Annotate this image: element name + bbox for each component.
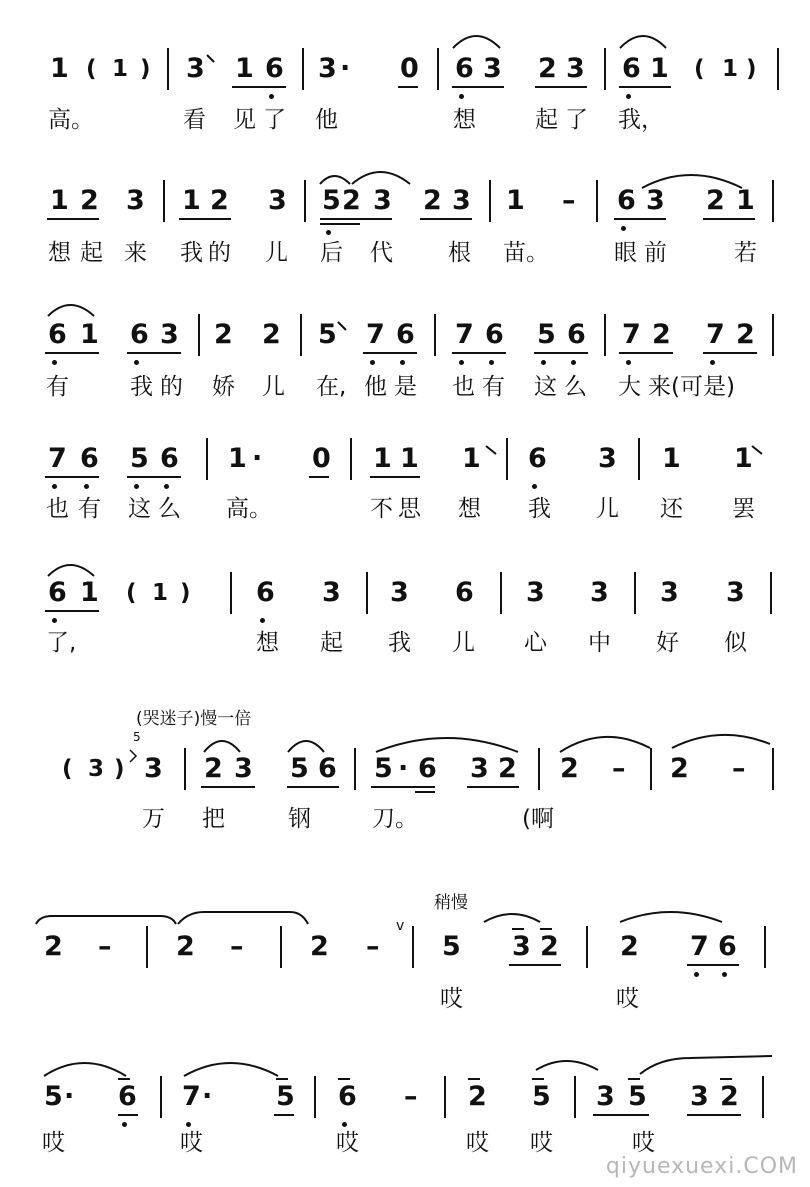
note: 1: [80, 319, 99, 350]
note: 6: [160, 443, 179, 474]
lyric: 眼: [614, 240, 637, 266]
underline: [687, 1114, 741, 1116]
note: 5: [130, 443, 149, 474]
lyric: 想: [453, 107, 476, 133]
paren-open: (: [62, 756, 73, 782]
lyric: 儿: [596, 496, 619, 522]
underline: [452, 352, 506, 354]
note: 7: [690, 931, 709, 962]
lyric: 前: [644, 240, 667, 266]
note: 3: [690, 1081, 709, 1112]
note: 3: [373, 185, 392, 216]
paren-open: (: [86, 56, 97, 82]
note: 2: [176, 931, 195, 962]
lyric: 有: [78, 496, 101, 522]
lyric: 还: [660, 496, 683, 522]
note: 6: [567, 319, 586, 350]
lyric: 哎: [336, 1130, 359, 1156]
note: 2: [342, 185, 361, 216]
note: 3: [596, 1081, 615, 1112]
dot: ·: [202, 1081, 213, 1112]
slur-marks: [0, 0, 810, 60]
lyric: 我: [180, 240, 203, 266]
low-dot: [370, 360, 375, 365]
note: 6: [265, 53, 284, 84]
lyric: 么: [564, 374, 587, 400]
lyric: 儿: [265, 240, 288, 266]
lyric: 想: [48, 240, 71, 266]
note: 2: [670, 753, 689, 784]
lyric: 哎: [616, 986, 639, 1012]
note: 3: [526, 577, 545, 608]
note: 3: [726, 577, 745, 608]
lyric: 哎: [632, 1130, 655, 1156]
dot: ·: [398, 753, 409, 784]
lyric: 来(可是): [648, 374, 735, 400]
note: 6: [622, 53, 641, 84]
lyric: 好: [656, 630, 679, 656]
lyric: 来: [124, 240, 147, 266]
note: 6: [80, 443, 99, 474]
lyric: 刀。: [372, 806, 418, 832]
lyric: 在,: [316, 374, 347, 400]
note: 2: [204, 753, 223, 784]
note: 1: [50, 185, 69, 216]
note: 2: [498, 753, 517, 784]
underline: [201, 786, 255, 788]
note: 3: [660, 577, 679, 608]
note: 7: [182, 1081, 201, 1112]
note: 1: [80, 577, 99, 608]
underline: [370, 476, 420, 478]
note: 2: [44, 931, 63, 962]
note: 5: [276, 1081, 295, 1112]
note: 7: [706, 319, 725, 350]
lyric: 起: [535, 107, 558, 133]
dash: –: [366, 931, 380, 962]
note: 7: [48, 443, 67, 474]
note: 6: [617, 185, 636, 216]
note: 2: [620, 931, 639, 962]
underline: [320, 223, 360, 225]
note: 3: [598, 443, 617, 474]
note: 5: [537, 319, 556, 350]
underline: [363, 352, 417, 354]
underline: [415, 791, 435, 793]
lyric: 把: [202, 806, 225, 832]
underline: [45, 610, 99, 612]
note: 2: [706, 185, 725, 216]
lyric: 我: [388, 630, 411, 656]
underline: [232, 86, 286, 88]
notation-line-1: [0, 54, 810, 94]
note: 6: [418, 753, 437, 784]
lyric: 他: [364, 374, 387, 400]
paren-close: ): [746, 56, 757, 82]
underline: [309, 476, 329, 478]
note: 5: [318, 319, 337, 350]
low-dot: [260, 618, 265, 623]
underline: [593, 1114, 649, 1116]
paren-open: (: [694, 56, 705, 82]
tempo-annotation: 稍慢: [434, 893, 468, 913]
note: 6: [118, 1081, 137, 1112]
low-dot: [84, 484, 89, 489]
note: 6: [48, 319, 67, 350]
underline: [687, 964, 739, 966]
underline: [703, 352, 757, 354]
note: 1: [734, 443, 753, 474]
low-dot: [269, 94, 274, 99]
note: 1: [228, 443, 247, 474]
underline: [509, 964, 561, 966]
slur-marks: [0, 290, 810, 330]
low-dot: [52, 484, 57, 489]
underline: [452, 86, 504, 88]
slur-marks: [0, 900, 810, 940]
note: 3: [512, 931, 531, 962]
note: 5: [628, 1081, 647, 1112]
underline: [274, 1114, 294, 1116]
grace-note: 5: [133, 730, 141, 744]
low-dot: [134, 360, 139, 365]
lyric: 见: [233, 107, 256, 133]
lyric: 高。: [226, 496, 272, 522]
lyric: 思: [398, 496, 421, 522]
note: 3: [390, 577, 409, 608]
underline: [118, 1114, 138, 1116]
note: 2: [468, 1081, 487, 1112]
lyric: 么: [158, 496, 181, 522]
note: 2: [80, 185, 99, 216]
lyric: 罢: [732, 496, 755, 522]
underline: [47, 218, 99, 220]
dash: –: [562, 185, 576, 216]
lyric-line-5: [0, 628, 810, 668]
lyric: 我，: [618, 107, 664, 133]
low-dot: [541, 360, 546, 365]
slur-marks: [0, 430, 810, 470]
lyric: 似: [724, 630, 747, 656]
lyric: 儿: [262, 374, 285, 400]
dot: ·: [252, 443, 263, 474]
low-dot: [134, 484, 139, 489]
note: 6: [396, 319, 415, 350]
low-dot: [164, 484, 169, 489]
note: 6: [485, 319, 504, 350]
note: 1: [400, 443, 419, 474]
note: 3: [268, 185, 287, 216]
lyric: 万: [142, 806, 165, 832]
low-dot: [571, 360, 576, 365]
dash: –: [230, 931, 244, 962]
underline: [127, 476, 181, 478]
note: 6: [338, 1081, 357, 1112]
note: 6: [318, 753, 337, 784]
lyric: 看: [183, 107, 206, 133]
lyric: 哎: [180, 1130, 203, 1156]
note: 3: [646, 185, 665, 216]
dash: –: [404, 1081, 418, 1112]
breath-mark: v: [396, 918, 405, 934]
lyric: 了,: [46, 630, 77, 656]
low-dot: [326, 230, 331, 235]
low-dot: [186, 1122, 191, 1127]
lyric: 他: [315, 107, 338, 133]
lyric-line-4: [0, 494, 810, 534]
underline: [45, 476, 99, 478]
note: 3: [88, 756, 105, 782]
low-dot: [400, 360, 405, 365]
lyric: 后: [320, 240, 343, 266]
underline: [535, 86, 587, 88]
note: 3: [144, 753, 163, 784]
lyric: 高。: [48, 107, 94, 133]
slur-marks: [0, 150, 810, 200]
lyric: 了: [263, 107, 286, 133]
note: 3: [318, 53, 337, 84]
note: 1: [662, 443, 681, 474]
underline: [179, 218, 231, 220]
lyric: 想: [458, 496, 481, 522]
note: 5: [322, 185, 341, 216]
note: 3: [160, 319, 179, 350]
underline: [320, 218, 392, 220]
lyric: 钢: [288, 806, 311, 832]
underline: [45, 352, 99, 354]
note: 5: [290, 753, 309, 784]
low-dot: [52, 618, 57, 623]
watermark: qiyuexuexi.COM: [605, 1154, 798, 1179]
note: 7: [622, 319, 641, 350]
lyric: 起: [320, 630, 343, 656]
paren-open: (: [126, 580, 137, 606]
underline: [534, 352, 588, 354]
note: 6: [130, 319, 149, 350]
lyric: 代: [370, 240, 393, 266]
low-dot: [342, 1122, 347, 1127]
slur-marks: [0, 1050, 810, 1090]
note: 1: [373, 443, 392, 474]
slur-marks: [0, 720, 810, 770]
low-dot: [52, 360, 57, 365]
note: 1: [722, 56, 739, 82]
lyric: 大: [618, 374, 641, 400]
lyric: 哎: [530, 1130, 553, 1156]
lyric: 若: [734, 240, 757, 266]
note: 2: [652, 319, 671, 350]
note: 1: [736, 185, 755, 216]
note: 2: [560, 753, 579, 784]
lyric: 也: [452, 374, 475, 400]
note: 3: [470, 753, 489, 784]
note: 2: [540, 931, 559, 962]
low-dot: [459, 360, 464, 365]
note: 5: [374, 753, 393, 784]
slur-marks: [0, 550, 810, 590]
lyric: 有: [46, 374, 69, 400]
low-dot: [621, 226, 626, 231]
lyric: 的: [160, 374, 183, 400]
note: 3: [452, 185, 471, 216]
note: 3: [566, 53, 585, 84]
low-dot: [694, 972, 699, 977]
lyric: 这: [128, 496, 151, 522]
underline: [619, 352, 673, 354]
note: 0: [400, 53, 419, 84]
low-dot: [532, 484, 537, 489]
note: 2: [720, 1081, 739, 1112]
note: 7: [366, 319, 385, 350]
note: 2: [310, 931, 329, 962]
note: 3: [234, 753, 253, 784]
underline: [371, 786, 435, 788]
paren-close: ): [114, 756, 125, 782]
underline: [467, 786, 519, 788]
note: 6: [455, 53, 474, 84]
note: 7: [455, 319, 474, 350]
note: 2: [262, 319, 281, 350]
lyric: 是: [394, 374, 417, 400]
lyric: 哎: [440, 986, 463, 1012]
lyric: 不: [370, 496, 393, 522]
low-dot: [489, 360, 494, 365]
note: 3: [126, 185, 145, 216]
dot: ·: [64, 1081, 75, 1112]
lyric-line-6: [0, 804, 810, 844]
note: 6: [718, 931, 737, 962]
lyric: 了: [565, 107, 588, 133]
lyric: 儿: [452, 630, 475, 656]
lyric: 我: [130, 374, 153, 400]
note: 1: [152, 580, 169, 606]
low-dot: [626, 360, 631, 365]
tempo-annotation: (哭迷子)慢一倍: [136, 709, 252, 729]
underline: [703, 218, 755, 220]
note: 1: [506, 185, 525, 216]
dash: –: [98, 931, 112, 962]
lyric: 也: [46, 496, 69, 522]
low-dot: [710, 360, 715, 365]
note: 5: [532, 1081, 551, 1112]
note: 6: [256, 577, 275, 608]
note: 1: [650, 53, 669, 84]
lyric: 起: [80, 240, 103, 266]
lyric: 中: [588, 630, 611, 656]
note: 5: [442, 931, 461, 962]
lyric-line-7: [0, 984, 810, 1024]
underline: [619, 86, 671, 88]
lyric: 苗。: [503, 240, 549, 266]
lyric-line-1: [0, 105, 810, 145]
note: 3: [186, 53, 205, 84]
lyric-line-3: [0, 372, 810, 412]
underline: [614, 218, 666, 220]
note: 6: [528, 443, 547, 474]
note: 2: [210, 185, 229, 216]
low-dot: [722, 972, 727, 977]
lyric: 哎: [466, 1130, 489, 1156]
underline: [287, 786, 339, 788]
note: 2: [538, 53, 557, 84]
note: 1: [462, 443, 481, 474]
note: 2: [423, 185, 442, 216]
lyric: 有: [482, 374, 505, 400]
note: 1: [50, 53, 69, 84]
note: 3: [483, 53, 502, 84]
note: 3: [590, 577, 609, 608]
note: 2: [736, 319, 755, 350]
lyric: 想: [256, 630, 279, 656]
lyric: 心: [524, 630, 547, 656]
low-dot: [626, 94, 631, 99]
paren-close: ): [180, 580, 191, 606]
low-dot: [459, 94, 464, 99]
note: 5: [44, 1081, 63, 1112]
note: 0: [312, 443, 331, 474]
paren-close: ): [140, 56, 151, 82]
lyric: 根: [448, 240, 471, 266]
note: 1: [112, 56, 129, 82]
lyric-line-2: [0, 238, 810, 278]
note: 2: [214, 319, 233, 350]
lyric: (啊: [522, 806, 554, 832]
lyric: 我: [528, 496, 551, 522]
dash: –: [732, 753, 746, 784]
underline: [420, 218, 472, 220]
underline: [127, 352, 181, 354]
note: 1: [182, 185, 201, 216]
lyric: 的: [208, 240, 231, 266]
dot: ·: [340, 53, 351, 84]
underline: [398, 86, 418, 88]
dash: –: [612, 753, 626, 784]
note: 6: [455, 577, 474, 608]
note: 6: [48, 577, 67, 608]
lyric: 哎: [42, 1130, 65, 1156]
lyric: 娇: [212, 374, 235, 400]
low-dot: [122, 1122, 127, 1127]
lyric: 这: [534, 374, 557, 400]
note: 3: [322, 577, 341, 608]
note: 1: [235, 53, 254, 84]
